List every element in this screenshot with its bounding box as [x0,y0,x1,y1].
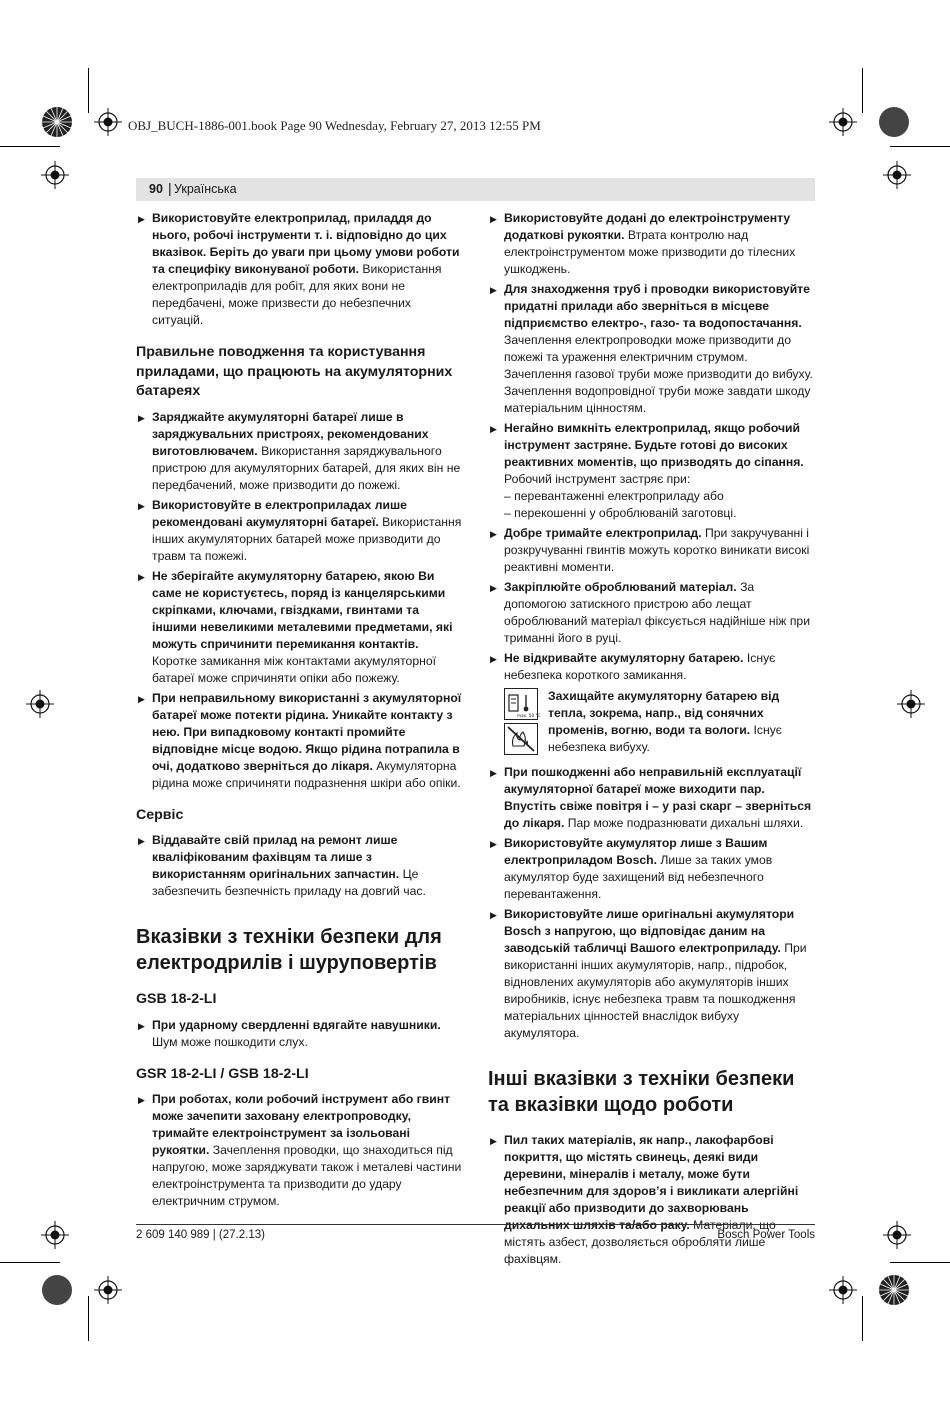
list-item: ▶ Добре тримайте електроприлад. При закручуванні і розкручуванні гвинтів можуть коротко виникати високі реактивні моменти. [488,525,816,576]
crop-line [0,146,60,147]
header-separator: | [168,180,172,196]
model-heading: GSR 18-2-LI / GSB 18-2-LI [136,1065,309,1082]
list-item: ▶ При ударному свердленні вдягайте навушники. Шум може пошкодити слух. [136,1017,464,1051]
sub-list-item: – перевантаженні електроприладу або [504,489,724,503]
list-item: ▶ Віддавайте свій прилад на ремонт лише кваліфікованим фахівцям та лише з використанням оригінальних запчастин. Це забезпечить безпечність приладу на довгий час. [136,832,464,900]
list-item: ▶ Використовуйте в електроприладах лише рекомендовані акумуляторні батареї. Використання інших акумуляторних батарей може призводити до травм та пожежі. [136,497,464,565]
page-number: 90 [149,182,163,196]
crop-line [890,1262,950,1263]
crop-line [0,1262,60,1263]
registration-mark-icon [878,1274,910,1306]
crop-line [862,1296,863,1341]
crosshair-icon [94,108,122,136]
crosshair-icon [883,161,911,189]
crosshair-icon [829,1276,857,1304]
registration-mark-icon [41,1274,73,1306]
list-item: ▶ Закріплюйте оброблюваний матеріал. За допомогою затискного пристрою або лещат оброблюваний матеріал фіксується надійніше ніж при триманні його в руці. [488,579,816,647]
crosshair-icon [41,161,69,189]
document-number: 2 609 140 989 | (27.2.13) [136,1229,265,1241]
chapter-heading: Інші вказівки з техніки безпеки та вказівки щодо роботи [488,1068,795,1116]
chapter-heading: Вказівки з техніки безпеки для електродрилів і шуруповертів [136,926,442,974]
list-item: ▶ При пошкодженні або неправильній експлуатації акумуляторної батареї може виходити пар. Впустіть свіже повітря і – у разі скарг – зверніться до лікаря. Пар може подразнювати дихальні шляхи. [488,764,816,832]
no-fire-water-icon [504,723,538,755]
list-item: ▶ Для знаходження труб і проводки використовуйте придатні прилади або зверніться в місцеве підприємство електро-, газо- та водопостачання. Зачеплення електропроводки може призводити до пожежі та ураження електричним струмом. Зачеплення газової труби може призводити до вибуху. Зачеплення водопровідної труби може завдати шкоду матеріальним цінностям. [488,281,816,417]
section-heading: Правильне поводження та користування приладами, що працюють на акумуляторних батареях [136,344,453,399]
left-column [136,210,464,1213]
registration-mark-icon [41,106,73,138]
list-item: ▶ Використовуйте додані до електроінструменту додаткові рукоятки. Втрата контролю над електроінструментом може призводити до тілесних ушкоджень. [488,210,816,278]
list-item: ▶ Не зберігайте акумуляторну батарею, якою Ви саме не користуєтесь, поряд із канцелярськими скріпками, ключами, гвіздками, гвинтами та іншими невеликими металевими предметами, які можуть спричинити перемикання контактів. Коротке замикання між контактами акумуляторної батареї може спричиняти опіки або пожежу. [136,568,464,687]
right-column [488,210,816,1271]
registration-mark-icon [878,106,910,138]
sub-list-item: – перекошенні у оброблюваній заготовці. [504,506,737,520]
crop-line [88,68,89,113]
warning-box: max. 50 °C Захищайте акумуляторну батарею від тепла, зокрема, напр., від сонячних променів, вогню, води та вологи. Існує небезпека вибуху. [504,688,816,758]
print-header: OBJ_BUCH-1886-001.book Page 90 Wednesday, February 27, 2013 12:55 PM [128,118,541,133]
list-item: ▶ Пил таких матеріалів, як напр., лакофарбові покриття, що містять свинець, деякі види деревини, мінералів і металу, може бути небезпечним для здоров’я і викликати алергійні реакції або призводити до захворювань дихальних шляхів та/або раку. Матеріали, що містять азбест, дозволяється обробляти лише фахівцям. [488,1132,816,1268]
list-item: ▶ Використовуйте електроприлад, приладдя до нього, робочі інструменти т. і. відповідно до цих вказівок. Беріть до уваги при цьому умови роботи та специфіку виконуваної роботи. Використання електроприладів для робіт, для яких вони не передбачені, може призвести до небезпечних ситуацій. [136,210,464,329]
list-item: ▶ Заряджайте акумуляторні батареї лише в заряджувальних пристроях, рекомендованих виготовлювачем. Використання заряджувального пристрою для акумуляторних батарей, для яких він не передбачений, може призводити до пожежі. [136,409,464,494]
brand-label: Bosch Power Tools [717,1229,815,1241]
list-item: ▶ Негайно вимкніть електроприлад, якщо робочий інструмент застряне. Будьте готові до високих реактивних моментів, що призводять до сіпання. Робочий інструмент застряє при: – перевантаженні електроприладу або – перекошенні у оброблюваній заготовці. [488,420,816,522]
crosshair-icon [829,108,857,136]
svg-text:max. 50 °C: max. 50 °C [517,713,541,718]
list-item: ▶ Використовуйте акумулятор лише з Вашим електроприладом Bosch. Лише за таких умов акумулятор буде захищений від небезпечного перевантаження. [488,835,816,903]
crop-line [88,1296,89,1341]
crosshair-icon [897,690,925,718]
model-heading: GSB 18-2-LI [136,991,217,1007]
crosshair-icon [883,1221,911,1249]
list-item: ▶ Не відкривайте акумуляторну батарею. Існує небезпека короткого замикання. [488,650,816,684]
crosshair-icon [94,1276,122,1304]
list-item: ▶ Використовуйте лише оригінальні акумулятори Bosch з напругою, що відповідає даним на заводській табличці Вашого електроприладу. При використанні інших акумуляторів, напр., підробок, відновлених акумуляторів або акумуляторів інших виробників, існує небезпека травм та пошкодження матеріальних цінностей внаслідок вибуху акумулятора. [488,906,816,1042]
crop-line [890,146,950,147]
page-header-bar [136,178,815,201]
list-item: ▶ При неправильному використанні з акумуляторної батареї може потекти рідина. Уникайте контакту з нею. При випадковому контакті промийте відповідне місце водою. Якщо рідина потрапила в очі, додатково зверніться до лікаря. Акумуляторна рідина може спричиняти подразнення шкіри або опіки. [136,690,464,792]
crop-line [862,68,863,113]
section-heading: Сервіс [136,806,184,823]
crosshair-icon [41,1221,69,1249]
crosshair-icon [26,690,54,718]
language-label: Українська [174,182,237,196]
heat-warning-icon [504,688,541,720]
page-footer [136,1224,815,1241]
list-item: ▶ При роботах, коли робочий інструмент або гвинт може зачепити заховану електропроводку, тримайте електроінструмент за ізольовані рукоятки. Зачеплення проводки, що знаходиться під напругою, може заряджувати також і металеві частини електроінструмента та призводити до удару електричним струмом. [136,1091,464,1210]
